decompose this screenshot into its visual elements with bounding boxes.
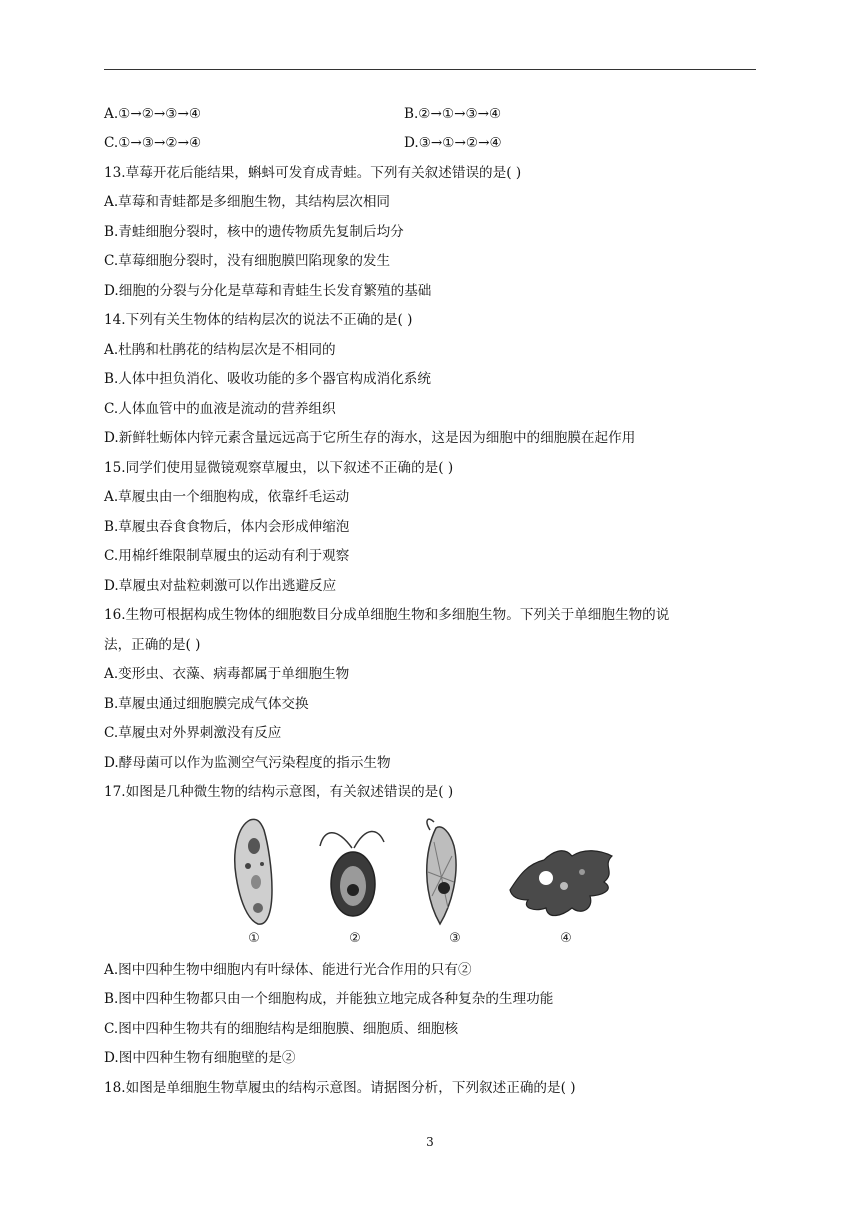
q14-option-d: D.新鲜牡蛎体内锌元素含量远远高于它所生存的海水，这是因为细胞中的细胞膜在起作用 [104, 430, 636, 446]
chlamydomonas-image [320, 831, 384, 916]
q17-option-b: B.图中四种生物都只由一个细胞构成，并能独立地完成各种复杂的生理功能 [104, 991, 554, 1007]
q12-option-b: B.②→①→③→④ [404, 106, 502, 122]
q16-stem-line1: 16.生物可根据构成生物体的细胞数目分成单细胞生物和多细胞生物。下列关于单细胞生物的说 [104, 607, 670, 623]
header-rule [104, 69, 756, 70]
q13-option-b: B.青蛙细胞分裂时，核中的遗传物质先复制后均分 [104, 224, 404, 240]
q16-option-a: A.变形虫、衣藻、病毒都属于单细胞生物 [104, 666, 350, 682]
q14-option-c: C.人体血管中的血液是流动的营养组织 [104, 401, 336, 417]
q13-stem: 13.草莓开花后能结果，蝌蚪可发育成青蛙。下列有关叙述错误的是( ) [104, 165, 522, 181]
euglena-image [427, 819, 456, 924]
q17-option-a: A.图中四种生物中细胞内有叶绿体、能进行光合作用的只有② [104, 962, 472, 978]
amoeba-image [510, 851, 612, 916]
q16-option-d: D.酵母菌可以作为监测空气污染程度的指示生物 [104, 755, 391, 771]
q13-option-c: C.草莓细胞分裂时，没有细胞膜凹陷现象的发生 [104, 253, 391, 269]
q12-option-d: D.③→①→②→④ [404, 135, 502, 151]
figure-label-3: ③ [449, 931, 461, 946]
paramecium-image [235, 819, 272, 924]
q18-stem: 18.如图是单细胞生物草履虫的结构示意图。请据图分析，下列叙述正确的是( ) [104, 1080, 576, 1096]
microorganism-figure [228, 812, 630, 946]
q16-option-c: C.草履虫对外界刺激没有反应 [104, 725, 282, 741]
q15-option-c: C.用棉纤维限制草履虫的运动有利于观察 [104, 548, 350, 564]
q15-option-a: A.草履虫由一个细胞构成，依靠纤毛运动 [104, 489, 350, 505]
q15-option-d: D.草履虫对盐粒刺激可以作出逃避反应 [104, 578, 337, 594]
figure-label-2: ② [349, 931, 361, 946]
q14-option-a: A.杜鹃和杜鹃花的结构层次是不相同的 [104, 342, 336, 358]
q17-stem: 17.如图是几种微生物的结构示意图，有关叙述错误的是( ) [104, 784, 454, 800]
q16-option-b: B.草履虫通过细胞膜完成气体交换 [104, 696, 309, 712]
q14-stem: 14.下列有关生物体的结构层次的说法不正确的是( ) [104, 312, 413, 328]
figure-label-4: ④ [560, 931, 572, 946]
q17-option-c: C.图中四种生物共有的细胞结构是细胞膜、细胞质、细胞核 [104, 1021, 459, 1037]
q15-stem: 15.同学们使用显微镜观察草履虫，以下叙述不正确的是( ) [104, 460, 454, 476]
q16-stem-line2: 法，正确的是( ) [104, 637, 201, 653]
q12-option-a: A.①→②→③→④ [104, 106, 202, 122]
figure-label-1: ① [248, 931, 260, 946]
q13-option-d: D.细胞的分裂与分化是草莓和青蛙生长发育繁殖的基础 [104, 283, 432, 299]
q14-option-b: B.人体中担负消化、吸收功能的多个器官构成消化系统 [104, 371, 431, 387]
q12-option-c: C.①→③→②→④ [104, 135, 202, 151]
q13-option-a: A.草莓和青蛙都是多细胞生物，其结构层次相同 [104, 194, 391, 210]
q15-option-b: B.草履虫吞食食物后，体内会形成伸缩泡 [104, 519, 350, 535]
q17-option-d: D.图中四种生物有细胞壁的是② [104, 1050, 296, 1066]
page-number: 3 [426, 1135, 434, 1149]
